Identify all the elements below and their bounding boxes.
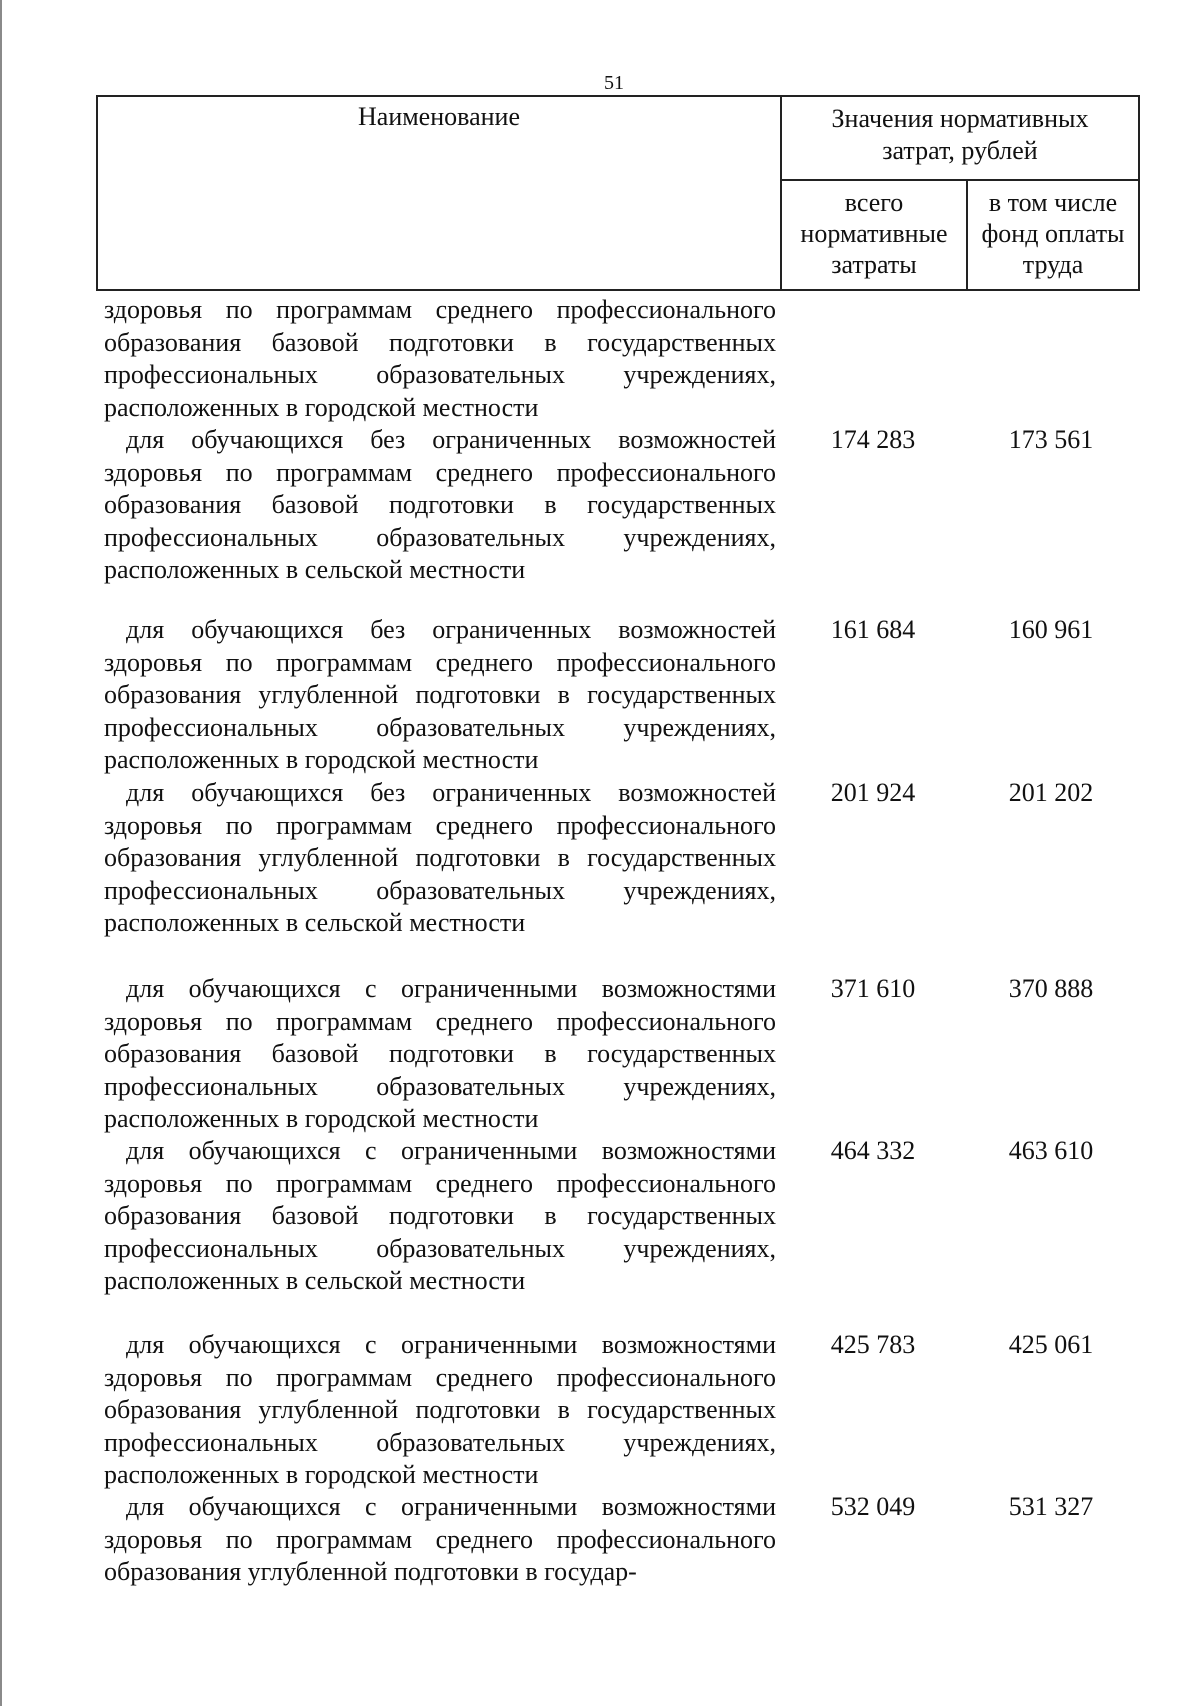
row-wage-value: 201 202 <box>1008 778 1094 807</box>
header-total-line1: всего <box>844 188 904 217</box>
row-description: здоровья по программам среднего профессионального образования базовой подготовки в государственных профессиональных образовательных учреждениях, расположенных в городской местности <box>104 295 776 422</box>
row-wage-value: 463 610 <box>1008 1136 1094 1165</box>
row-total-value: 174 283 <box>830 425 916 454</box>
row-wage-value: 425 061 <box>1008 1330 1094 1359</box>
header-wage-line3: труда <box>1022 250 1084 279</box>
header-total-line2: нормативные <box>800 219 948 248</box>
header-wage-line1: в том числе <box>988 188 1118 217</box>
header-total-cell <box>782 181 968 289</box>
row-wage-value: 531 327 <box>1008 1492 1094 1521</box>
header-values-line1: Значения нормативных <box>831 104 1089 133</box>
header-name-cell <box>98 97 782 289</box>
row-total-value: 464 332 <box>830 1136 916 1165</box>
row-total-value: 161 684 <box>830 615 916 644</box>
header-total-line3: затраты <box>831 250 917 279</box>
row-wage-value: 160 961 <box>1008 615 1094 644</box>
row-description: для обучающихся без ограниченных возможностей здоровья по программам среднего профессионального образования углубленной подготовки в государственных профессиональных образовательных учреждениях, расположенных в сельской местности <box>104 778 776 937</box>
row-description: для обучающихся с ограниченными возможностями здоровья по программам среднего профессионального образования углубленной подготовки в государственных профессиональных образовательных учреждениях, расположенных в городской местности <box>104 1330 776 1489</box>
scan-edge-left <box>0 0 2 1706</box>
header-name-label: Наименование <box>358 102 520 131</box>
row-total-value: 532 049 <box>830 1492 916 1521</box>
row-description: для обучающихся без ограниченных возможностей здоровья по программам среднего профессионального образования углубленной подготовки в государственных профессиональных образовательных учреждениях, расположенных в городской местности <box>104 615 776 774</box>
header-values-cell <box>782 97 1138 181</box>
table-header <box>96 95 1140 291</box>
header-values-line2: затрат, рублей <box>882 136 1038 165</box>
row-wage-value: 173 561 <box>1008 425 1094 454</box>
header-wage-cell <box>968 181 1138 289</box>
row-total-value: 371 610 <box>830 974 916 1003</box>
row-total-value: 201 924 <box>830 778 916 807</box>
header-wage-line2: фонд оплаты <box>981 219 1125 248</box>
row-description: для обучающихся с ограниченными возможностями здоровья по программам среднего профессионального образования базовой подготовки в государственных профессиональных образовательных учреждениях, расположенных в сельской местности <box>104 1136 776 1295</box>
row-wage-value: 370 888 <box>1008 974 1094 1003</box>
row-description: для обучающихся без ограниченных возможностей здоровья по программам среднего профессионального образования базовой подготовки в государственных профессиональных образовательных учреждениях, расположенных в сельской местности <box>104 425 776 584</box>
row-description: для обучающихся с ограниченными возможностями здоровья по программам среднего профессионального образования базовой подготовки в государственных профессиональных образовательных учреждениях, расположенных в городской местности <box>104 974 776 1133</box>
row-description: для обучающихся с ограниченными возможностями здоровья по программам среднего профессионального образования углубленной подготовки в государ- <box>104 1492 776 1586</box>
row-total-value: 425 783 <box>830 1330 916 1359</box>
page-number: 51 <box>604 72 624 94</box>
